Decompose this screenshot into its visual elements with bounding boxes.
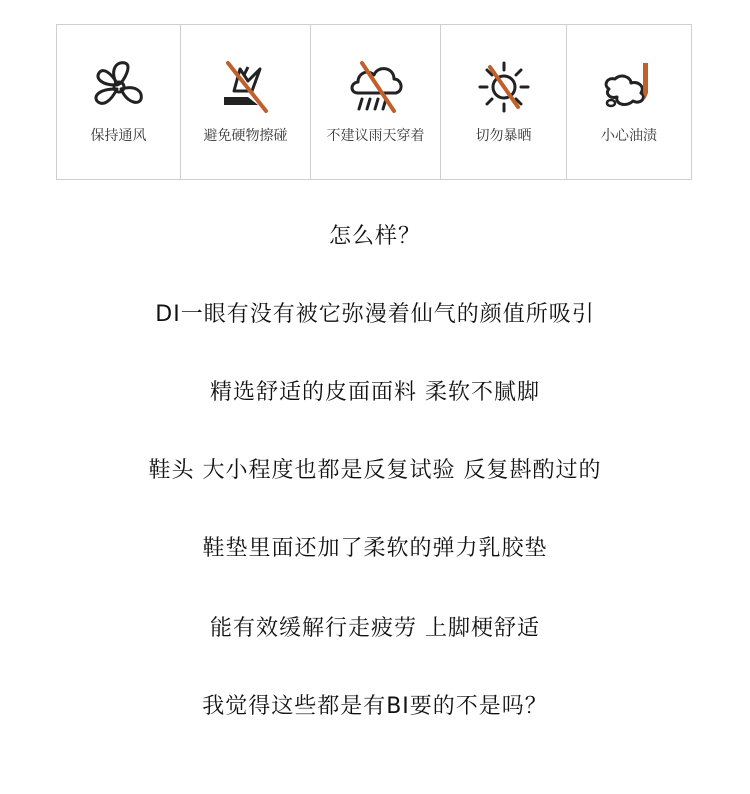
- care-instructions-strip: [56, 24, 692, 180]
- description-line: 鞋头 大小程度也都是反复试验 反复斟酌过的: [148, 458, 602, 483]
- no-hard-object-icon: [214, 55, 278, 119]
- closing-line: 我觉得这些都是有BI要的不是吗？: [202, 694, 548, 719]
- care-item-ventilation: [57, 25, 181, 179]
- description-line: 鞋垫里面还加了柔软的弹力乳胶垫: [202, 536, 548, 561]
- care-item-no-rain: [311, 25, 441, 179]
- care-label: 避免硬物擦碰: [203, 128, 288, 144]
- care-item-no-sun: [441, 25, 567, 179]
- no-rain-icon: [344, 55, 408, 119]
- description-line: DI一眼有没有被它弥漫着仙气的颜值所吸引: [155, 302, 595, 327]
- care-item-oil-stain: [567, 25, 691, 179]
- oil-stain-icon: [597, 55, 661, 119]
- care-label: 小心油渍: [601, 128, 657, 144]
- care-label: 不建议雨天穿着: [326, 128, 425, 144]
- care-item-avoid-hard-objects: [181, 25, 311, 179]
- question-line: 怎么样？: [328, 224, 421, 249]
- description-line: 能有效缓解行走疲劳 上脚梗舒适: [210, 616, 540, 641]
- description-line: 精选舒适的皮面面料 柔软不腻脚: [210, 380, 540, 405]
- fan-icon: [87, 55, 151, 119]
- care-label: 保持通风: [90, 128, 147, 144]
- no-sun-icon: [472, 55, 536, 119]
- care-label: 切勿暴晒: [475, 128, 532, 144]
